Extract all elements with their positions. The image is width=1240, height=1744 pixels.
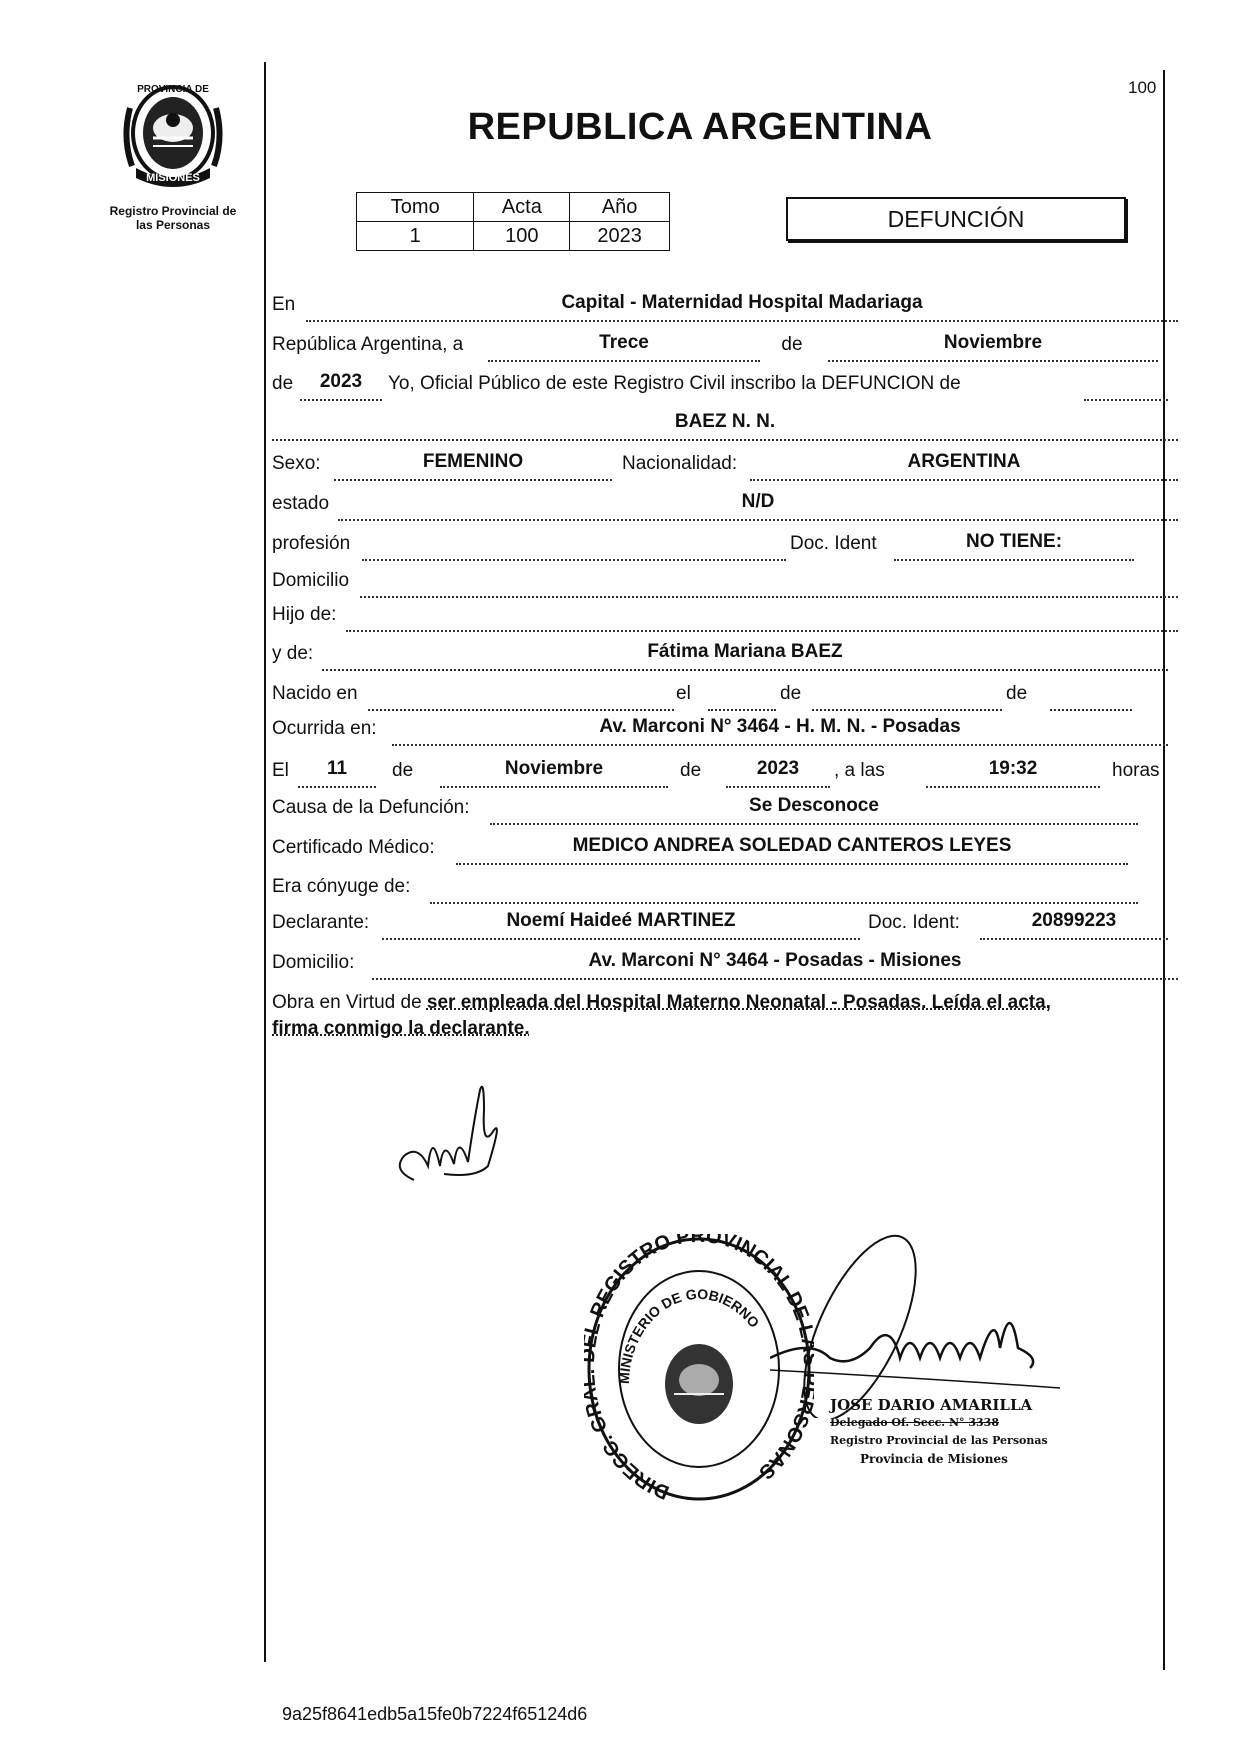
stamp-inner-text: MINISTERIO DE GOBIERNO	[615, 1285, 763, 1385]
header-anio: Año	[570, 193, 670, 222]
label-y-de: y de:	[272, 643, 314, 664]
registry-name-line1: Registro Provincial de	[109, 204, 237, 218]
label-doc-ident2: Doc. Ident:	[868, 912, 960, 933]
record-type-box	[786, 197, 1126, 241]
field-sexo	[334, 453, 612, 481]
value-dia-letras: Trece	[599, 332, 649, 353]
row-fecha	[272, 334, 1182, 366]
value-domicilio-declarante: Av. Marconi N° 3464 - Posadas - Misiones	[588, 950, 962, 971]
row-certificado	[272, 837, 1182, 869]
value-dia: 11	[326, 758, 348, 779]
row-profesion	[272, 533, 1182, 565]
field-lugar	[306, 294, 1178, 322]
field-estado	[338, 493, 1178, 521]
obra-paragraph	[272, 990, 1172, 1042]
label-nacido-en: Nacido en	[272, 683, 358, 704]
value-obra-line1: ser empleada del Hospital Materno Neonatal - Posadas. Leída el acta,	[426, 992, 1051, 1013]
label-de3: de	[1006, 683, 1028, 704]
field-hijo-de	[346, 604, 1178, 632]
field-mes-def	[440, 760, 668, 788]
row-sexo	[272, 453, 1182, 485]
row-causa	[272, 797, 1182, 829]
label-certificado: Certificado Médico:	[272, 837, 435, 858]
row-conyuge	[272, 876, 1182, 908]
stamp-outer-text: DIRECC. G REGISTRO PROVINCIAL DE SONAS	[586, 1234, 813, 1504]
label-el-cap: El	[272, 760, 289, 781]
field-declarante	[382, 912, 860, 940]
value-nacionalidad: ARGENTINA	[907, 451, 1021, 472]
label-nacionalidad: Nacionalidad:	[622, 453, 738, 474]
value-mes-def: Noviembre	[504, 758, 604, 779]
official-role: Delegado Of. Secc. N° 3338	[830, 1416, 999, 1429]
header-tomo: Tomo	[357, 193, 474, 222]
label-el: el	[676, 683, 691, 704]
official-name: JOSE DARIO AMARILLA	[830, 1396, 1033, 1414]
label-de4: de	[392, 760, 414, 781]
row-estado	[272, 493, 1182, 525]
value-causa: Se Desconoce	[749, 795, 879, 816]
value-fallecido: BAEZ N. N.	[674, 411, 776, 432]
label-domicilio2: Domicilio:	[272, 952, 355, 973]
label-causa: Causa de la Defunción:	[272, 797, 470, 818]
field-nacido-anio	[1050, 683, 1132, 711]
row-hijo-de	[272, 604, 1182, 636]
official-org: Registro Provincial de las Personas	[830, 1434, 1048, 1447]
label-profesion: profesión	[272, 533, 351, 554]
registry-name	[92, 204, 254, 232]
value-tomo: 1	[357, 222, 474, 251]
label-horas: horas	[1112, 760, 1160, 781]
value-anio: 2023	[319, 371, 363, 392]
value-anio-def: 2023	[756, 758, 800, 779]
official-signature	[770, 1218, 1150, 1418]
field-doc-ident	[894, 533, 1134, 561]
label-de-anio: de	[272, 373, 294, 394]
declarant-signature	[384, 1070, 544, 1200]
header-acta: Acta	[474, 193, 570, 222]
field-conyuge	[430, 876, 1138, 904]
row-domicilio-declarante	[272, 952, 1182, 984]
field-yo-trail	[1084, 373, 1168, 401]
label-de2: de	[780, 683, 802, 704]
value-y-de: Fátima Mariana BAEZ	[647, 641, 843, 662]
row-nacido	[272, 683, 1182, 715]
row-fecha-defuncion	[272, 760, 1182, 792]
row-declarante	[272, 912, 1182, 944]
field-hora	[926, 760, 1100, 788]
country-title: REPUBLICA ARGENTINA	[467, 106, 933, 148]
label-de: de	[781, 334, 803, 355]
document-hash: 9a25f8641edb5a15fe0b7224f65124d6	[282, 1704, 588, 1724]
label-republica: República Argentina, a	[272, 334, 464, 355]
value-declarante: Noemí Haideé MARTINEZ	[506, 910, 736, 931]
field-dia-letras	[488, 334, 760, 362]
value-ocurrida-en: Av. Marconi N° 3464 - H. M. N. - Posadas	[599, 716, 961, 737]
label-a-las: , a las	[834, 760, 885, 781]
label-domicilio: Domicilio	[272, 570, 350, 591]
logo-ring-text: PROVINCIA DE	[137, 84, 209, 95]
row-anio-yo	[272, 373, 1182, 405]
label-hijo-de: Hijo de:	[272, 604, 337, 625]
value-acta: 100	[474, 222, 570, 251]
value-anio: 2023	[570, 222, 670, 251]
label-obra: Obra en Virtud de	[272, 992, 422, 1013]
field-dia	[298, 760, 376, 788]
page-number: 100	[1128, 78, 1157, 97]
label-sexo: Sexo:	[272, 453, 321, 474]
label-ocurrida-en: Ocurrida en:	[272, 718, 377, 739]
value-estado: N/D	[741, 491, 775, 512]
official-province: Provincia de Misiones	[860, 1452, 1008, 1466]
field-y-de	[322, 643, 1168, 671]
field-nacido-en	[368, 683, 674, 711]
field-nacido-dia	[708, 683, 776, 711]
row-lugar	[272, 294, 1182, 326]
value-lugar: Capital - Maternidad Hospital Madariaga	[561, 292, 923, 313]
field-domicilio	[360, 570, 1178, 598]
field-doc-declarante	[980, 912, 1168, 940]
value-doc-ident: NO TIENE:	[965, 531, 1063, 552]
row-y-de	[272, 643, 1182, 675]
field-anio	[300, 373, 382, 401]
value-certificado: MEDICO ANDREA SOLEDAD CANTEROS LEYES	[572, 835, 1012, 856]
value-sexo: FEMENINO	[422, 451, 524, 472]
label-yo: Yo, Oficial Público de este Registro Civil inscribo la DEFUNCION de	[388, 373, 961, 394]
field-causa	[490, 797, 1138, 825]
row-domicilio	[272, 570, 1182, 602]
label-conyuge: Era cónyuge de:	[272, 876, 411, 897]
field-certificado	[456, 837, 1128, 865]
left-margin-rule	[264, 62, 266, 1662]
value-hora: 19:32	[988, 758, 1038, 779]
registry-name-line2: las Personas	[135, 218, 211, 232]
field-anio-def	[726, 760, 830, 788]
value-mes: Noviembre	[943, 332, 1043, 353]
field-nacionalidad	[750, 453, 1178, 481]
logo-banner-text: MISIONES	[146, 172, 200, 184]
obra-line2	[272, 1016, 1172, 1042]
row-fallecido	[272, 413, 1182, 445]
value-obra-line2: firma conmigo la declarante.	[272, 1018, 530, 1039]
field-mes	[828, 334, 1158, 362]
record-table	[356, 192, 670, 251]
field-fallecido	[272, 413, 1178, 441]
field-ocurrida-en	[392, 718, 1168, 746]
field-nacido-mes	[812, 683, 1002, 711]
row-ocurrida	[272, 718, 1182, 750]
label-de5: de	[680, 760, 702, 781]
field-domicilio-declarante	[372, 952, 1178, 980]
obra-line1	[272, 990, 1172, 1016]
label-estado: estado	[272, 493, 330, 514]
province-logo	[118, 78, 228, 193]
label-declarante: Declarante:	[272, 912, 370, 933]
value-doc-declarante: 20899223	[1031, 910, 1117, 931]
official-block	[830, 1396, 1090, 1468]
record-type: DEFUNCIÓN	[887, 206, 1025, 232]
label-doc-ident: Doc. Ident	[790, 533, 877, 554]
field-profesion	[362, 533, 786, 561]
label-en: En	[272, 294, 296, 315]
